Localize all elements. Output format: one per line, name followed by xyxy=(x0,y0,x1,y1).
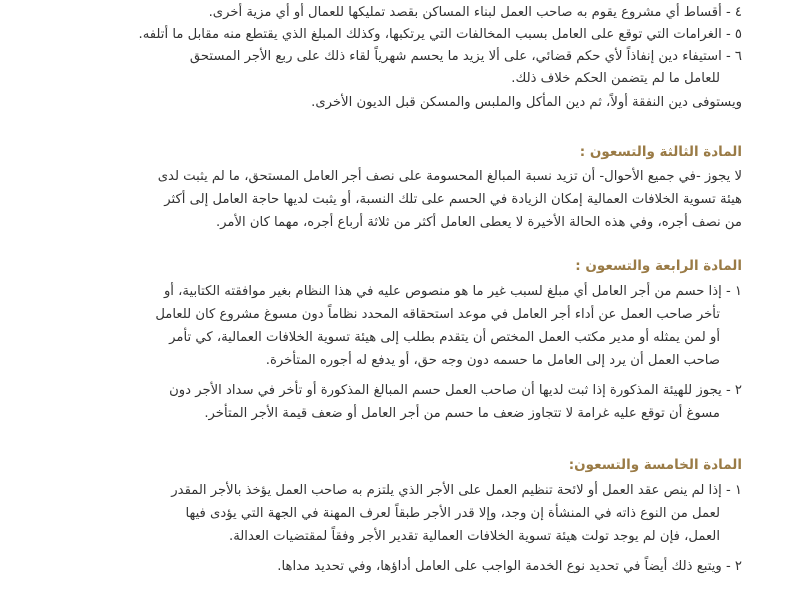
article-93-line-2: هيئة تسوية الخلافات العمالية إمكان الزيادة في الحسم على تلك النسبة، أو يثبت لديها حاجة العامل إلى أكثر xyxy=(164,192,742,207)
item-5: ٥ - الغرامات التي توقع على العامل بسبب المخالفات التي يرتكبها، وكذلك المبلغ الذي يقتطع منه مقابل ما أتلفه. xyxy=(138,27,742,42)
article-94-item-1-line-2: تأخر صاحب العمل عن أداء أجر العامل في موعد استحقاقه المحدد نظاماً دون مسوغ مشروع كان للعامل xyxy=(155,307,720,322)
article-93-line-3: من نصف أجره، وفي هذه الحالة الأخيرة لا يعطى العامل أكثر من ثلاثة أرباع أجره، مهما كان الأمر. xyxy=(215,215,742,230)
item-6-continuation: للعامل ما لم يتضمن الحكم خلاف ذلك. xyxy=(511,71,720,86)
article-94-item-1-line-1: ١ - إذا حسم من أجر العامل أي مبلغ لسبب غير ما هو منصوص عليه في هذا النظام بغير موافقته الكتابية، أو xyxy=(163,284,742,299)
article-95-item-1-line-2: لعمل من النوع ذاته في المنشأة إن وجد، وإلا قدر الأجر طبقاً لعرف المهنة في الجهة التي يؤدى فيها xyxy=(185,506,720,521)
article-94-item-2-line-1: ٢ - يجوز للهيئة المذكورة إذا ثبت لديها أن صاحب العمل حسم المبالغ المذكورة أو تأخر في سداد الأجر دون xyxy=(169,383,742,398)
article-94-item-1-line-3: أو لمن يمثله أو مدير مكتب العمل المختص أن يتقدم بطلب إلى هيئة تسوية الخلافات العمالية، كي تأمر xyxy=(169,330,720,345)
item-4: ٤ - أقساط أي مشروع يقوم به صاحب العمل لبناء المساكن بقصد تمليكها للعمال أو أي مزية أخرى. xyxy=(208,5,742,20)
article-93-line-1: لا يجوز -في جميع الأحوال- أن تزيد نسبة المبالغ المحسومة على نصف أجر العامل المستحق، ما لم يثبت لدى xyxy=(157,169,742,184)
article-95-heading: المادة الخامسة والتسعون: xyxy=(568,457,742,473)
article-95-item-1-line-1: ١ - إذا لم ينص عقد العمل أو لائحة تنظيم العمل على الأجر الذي يلتزم به صاحب العمل يؤخذ بالأجر المقدر xyxy=(171,483,742,498)
article-94-item-1-line-4: صاحب العمل أن يرد إلى العامل ما حسمه دون وجه حق، أو يدفع له أجوره المتأخرة. xyxy=(265,353,720,368)
article-93-heading: المادة الثالثة والتسعون : xyxy=(579,144,742,160)
article-94-heading: المادة الرابعة والتسعون : xyxy=(575,258,742,274)
article-95-item-1-line-3: العمل، فإن لم يوجد تولت هيئة تسوية الخلافات العمالية تقدير الأجر وفقاً لمقتضيات العدالة. xyxy=(229,529,720,544)
item-6: ٦ - استيفاء دين إنفاذاً لأي حكم قضائي، على ألا يزيد ما يحسم شهرياً لقاء ذلك على ربع الأجر المستحق xyxy=(189,49,742,64)
article-95-item-2: ٢ - ويتبع ذلك أيضاً في تحديد نوع الخدمة الواجب على العامل أداؤها، وفي تحديد مداها. xyxy=(277,559,742,574)
debt-priority-paragraph: ويستوفى دين النفقة أولاً، ثم دين المأكل والملبس والمسكن قبل الديون الأخرى. xyxy=(311,95,742,110)
article-94-item-2-line-2: مسوغ أن توقع عليه غرامة لا تتجاوز ضعف ما حسم من أجر العامل أو ضعف قيمة الأجر المتأخر. xyxy=(204,406,720,421)
